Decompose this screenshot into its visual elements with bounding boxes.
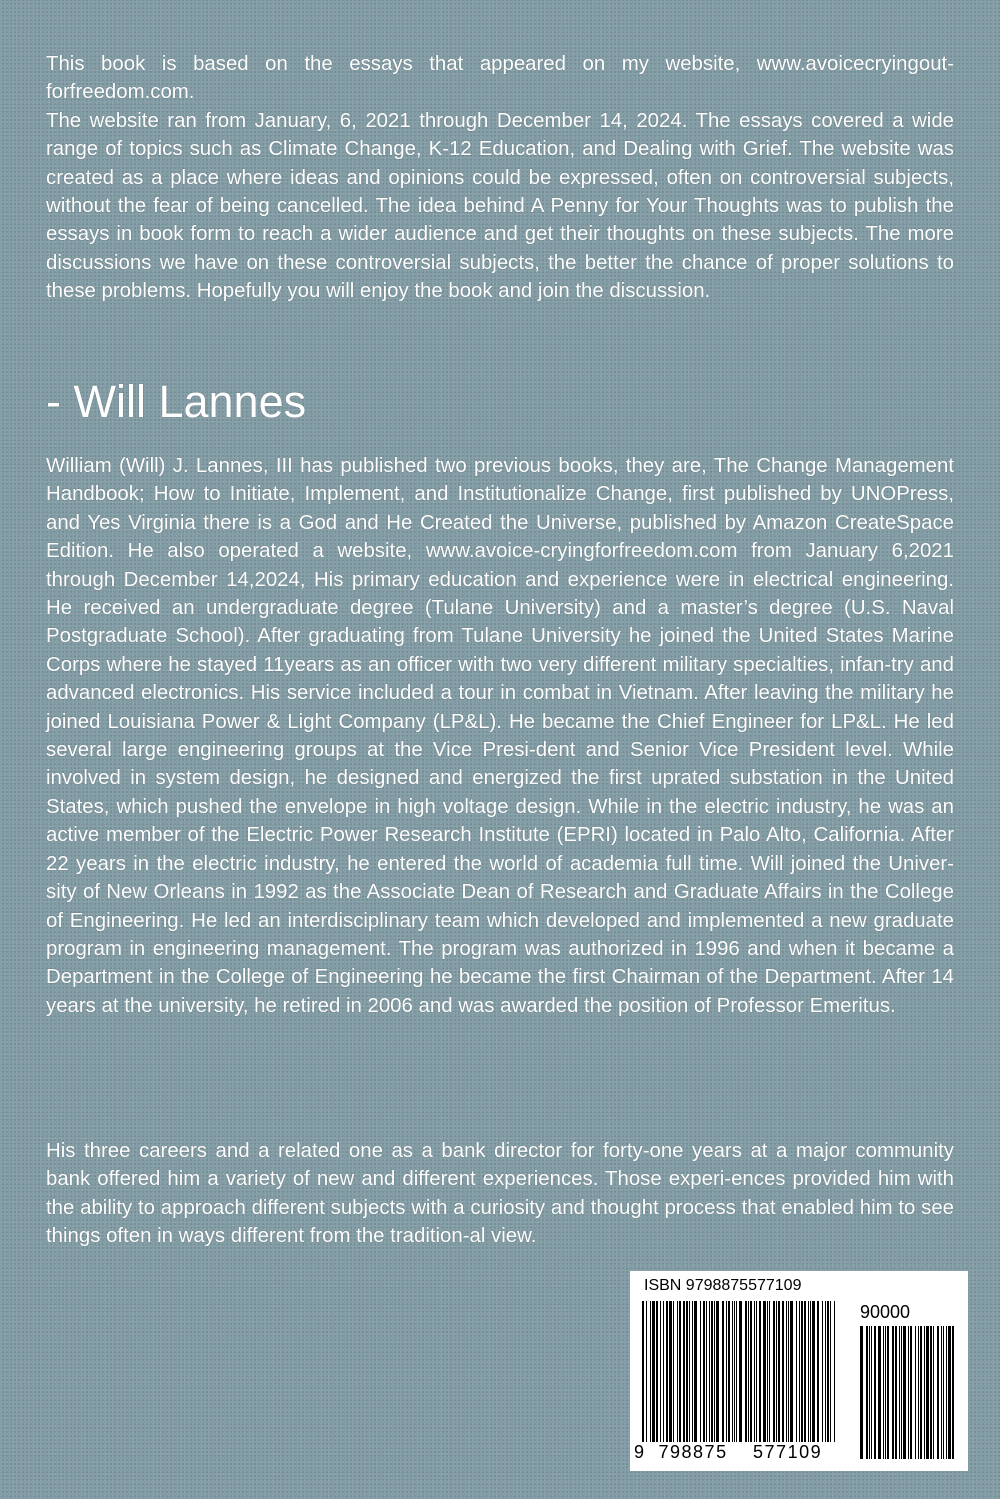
barcode-bar [748,1301,749,1443]
barcode-bar [734,1301,735,1443]
addon-bar [869,1326,870,1459]
addon-bar [887,1326,889,1459]
barcode-bar [817,1301,819,1443]
barcode-bar [646,1301,647,1459]
barcode-bar [827,1301,829,1443]
barcode-bar [706,1301,707,1443]
barcode-bar [726,1301,727,1443]
barcode-digit-first: 9 [634,1442,646,1462]
barcode-bar [812,1301,815,1443]
intro-line-website: This book is based on the essays that appeared on my website, www.avoicecryingout-forfreedom.com. [46,53,954,104]
isbn-barcode [630,1271,968,1471]
barcode-bar [669,1301,672,1443]
barcode-bar [759,1301,761,1443]
addon-bar [920,1326,922,1459]
isbn-label: ISBN 9798875577109 [644,1277,802,1294]
addon-bar [915,1326,916,1459]
barcode-bar [808,1301,809,1443]
barcode-bar [732,1301,733,1443]
barcode-bar [722,1301,724,1443]
barcode-bar [666,1301,668,1443]
barcode-bar [677,1301,678,1443]
barcode-bar [754,1301,755,1443]
addon-bar [903,1326,906,1459]
barcode-bar [786,1301,787,1443]
addon-bar [895,1326,897,1459]
barcode-bar [822,1301,823,1443]
intro-block [46,50,954,306]
addon-bar [948,1326,951,1459]
addon-bar [860,1326,863,1459]
barcode-bar [686,1301,688,1443]
intro-paragraph: The website ran from January, 6, 2021 through December 14, 2024. The essays covered a wide range of topics such as Climate Change, K-12 Education, and Dealing with Grief. The website was created as a place where ideas and opinions could be expressed, often on controversial subjects, without the fear of being cancelled. The idea behind A Penny for Your Thoughts was to publish the essays in book form to reach a wider audience and get their thoughts on these subjects. The more discussions we have on these controversial subjects, the better the chance of proper solutions to these problems. Hopefully you will enjoy the book and join the discussion. [46,109,954,303]
barcode-bar [745,1301,747,1443]
barcode-bar [756,1301,757,1443]
barcode-bar [750,1301,752,1443]
barcode-bar [790,1301,793,1443]
barcode-bar [728,1301,730,1443]
barcode-bar [709,1301,710,1443]
addon-bar [943,1326,944,1459]
author-bio-paragraph-2 [46,1137,954,1251]
barcode-bar [776,1301,777,1443]
addon-bar [901,1326,902,1459]
barcode-bar [767,1301,768,1443]
barcode-bar [788,1301,789,1443]
barcode-bar [663,1301,664,1443]
addon-bar [908,1326,909,1459]
barcode-bar [642,1301,644,1459]
addon-bar [930,1326,932,1459]
barcode-bar [763,1301,766,1443]
addon-bar [952,1326,954,1459]
author-signature: - Will Lannes [46,376,307,427]
barcode-digits [634,1442,844,1466]
barcode-bar [782,1301,784,1443]
addon-bar [871,1326,872,1459]
barcode-bar [716,1301,719,1443]
addon-bar [874,1326,876,1459]
addon-bar [937,1326,939,1459]
addon-bar [918,1326,919,1459]
barcode-bar [804,1301,806,1443]
barcode-digits-right: 577109 [753,1442,823,1462]
addon-bar [924,1326,925,1459]
addon-bar [878,1326,881,1459]
addon-bar [885,1326,886,1459]
barcode-bar [830,1301,831,1443]
barcode-bar [711,1301,713,1443]
barcode-bar [810,1301,811,1443]
addon-bar [910,1326,912,1459]
barcode-bar [834,1301,835,1459]
barcode-bar [652,1301,655,1443]
barcode-bar [714,1301,715,1443]
ean13-bars [636,1301,840,1459]
author-bio-paragraph-1 [46,452,954,1020]
addon-bar [899,1326,900,1459]
addon-bar [926,1326,929,1459]
barcode-bar [799,1301,800,1443]
barcode-bar [656,1301,658,1443]
barcode-bar [660,1301,661,1443]
barcode-bar [692,1301,693,1459]
addon-bar [866,1326,868,1459]
barcode-digits-left: 798875 [658,1442,728,1462]
barcode-bar [679,1301,681,1443]
bio-text-1: William (Will) J. Lannes, III has published two previous books, they are, The Change Management Handbook; How to Initiate, Implement, and Institutionalize Change, first published by UNOPress, and Yes Virginia there is a God and He Created the Universe, published by Amazon CreateSpace Edition. He also operated a website, www.avoice-cryingforfreedom.com from January 6,2021 through December 14,2024, His primary education and experience were in electrical engineering. He received an undergraduate degree (Tulane University) and a master’s degree (U.S. Naval Postgraduate School). After graduating from Tulane University he joined the United States Marine Corps where he stayed 11years as an officer with two very different military specialties, infan-try and advanced electronics. His service included a tour in combat in Vietnam. After leaving the military he joined Louisiana Power & Light Company (LP&L). He became the Chief Engineer for LP&L. He led several large engineering groups at the Vice Presi-dent and Senior Vice President level. While involved in system design, he designed and energized the first uprated substation in the United States, which pushed the envelope in high voltage design. While in the electric industry, he was an active member of the Electric Power Research Institute (EPRI) located in Palo Alto, California. After 22 years in the electric industry, he entered the world of academia full time. Will joined the Univer-sity of New Orleans in 1992 as the Associate Dean of Research and Graduate Affairs in the College of Engineering. He led an interdisciplinary team which developed and implemented a new graduate program in engineering management. The program was authorized in 1996 and when it became a Department in the College of Engineering he became the first Chairman of the Department. After 14 years at the university, he retired in 2006 and was awarded the position of Professor Emeritus. [46,455,954,1017]
barcode-bar [694,1301,697,1459]
barcode-bar [825,1301,826,1443]
barcode-bar [703,1301,705,1443]
barcode-bar [796,1301,797,1443]
barcode-bar [778,1301,780,1443]
addon-bar [933,1326,934,1459]
price-code: 90000 [860,1302,911,1322]
addon-bar [892,1326,894,1459]
addon-bar [883,1326,884,1459]
barcode-bar [683,1301,685,1443]
barcode-bar [739,1301,742,1443]
addon-bar [946,1326,947,1459]
barcode-bar [769,1301,770,1443]
barcode-bar [773,1301,775,1443]
barcode-bar [689,1301,690,1443]
barcode-bar [650,1301,651,1443]
barcode-bar [801,1301,803,1443]
barcode-bar [700,1301,701,1443]
addon-bar [941,1326,942,1459]
price-addon-bars [858,1326,958,1459]
bio-text-2: His three careers and a related one as a bank director for forty-one years at a major community bank offered him a variety of new and different experiences. Those experi-ences provided him with the ability to approach different subjects with a curiosity and thought process that enabled him to see things often in ways different from the tradition-al view. [46,1140,954,1248]
barcode-bar [736,1301,737,1443]
barcode-bar [673,1301,674,1443]
